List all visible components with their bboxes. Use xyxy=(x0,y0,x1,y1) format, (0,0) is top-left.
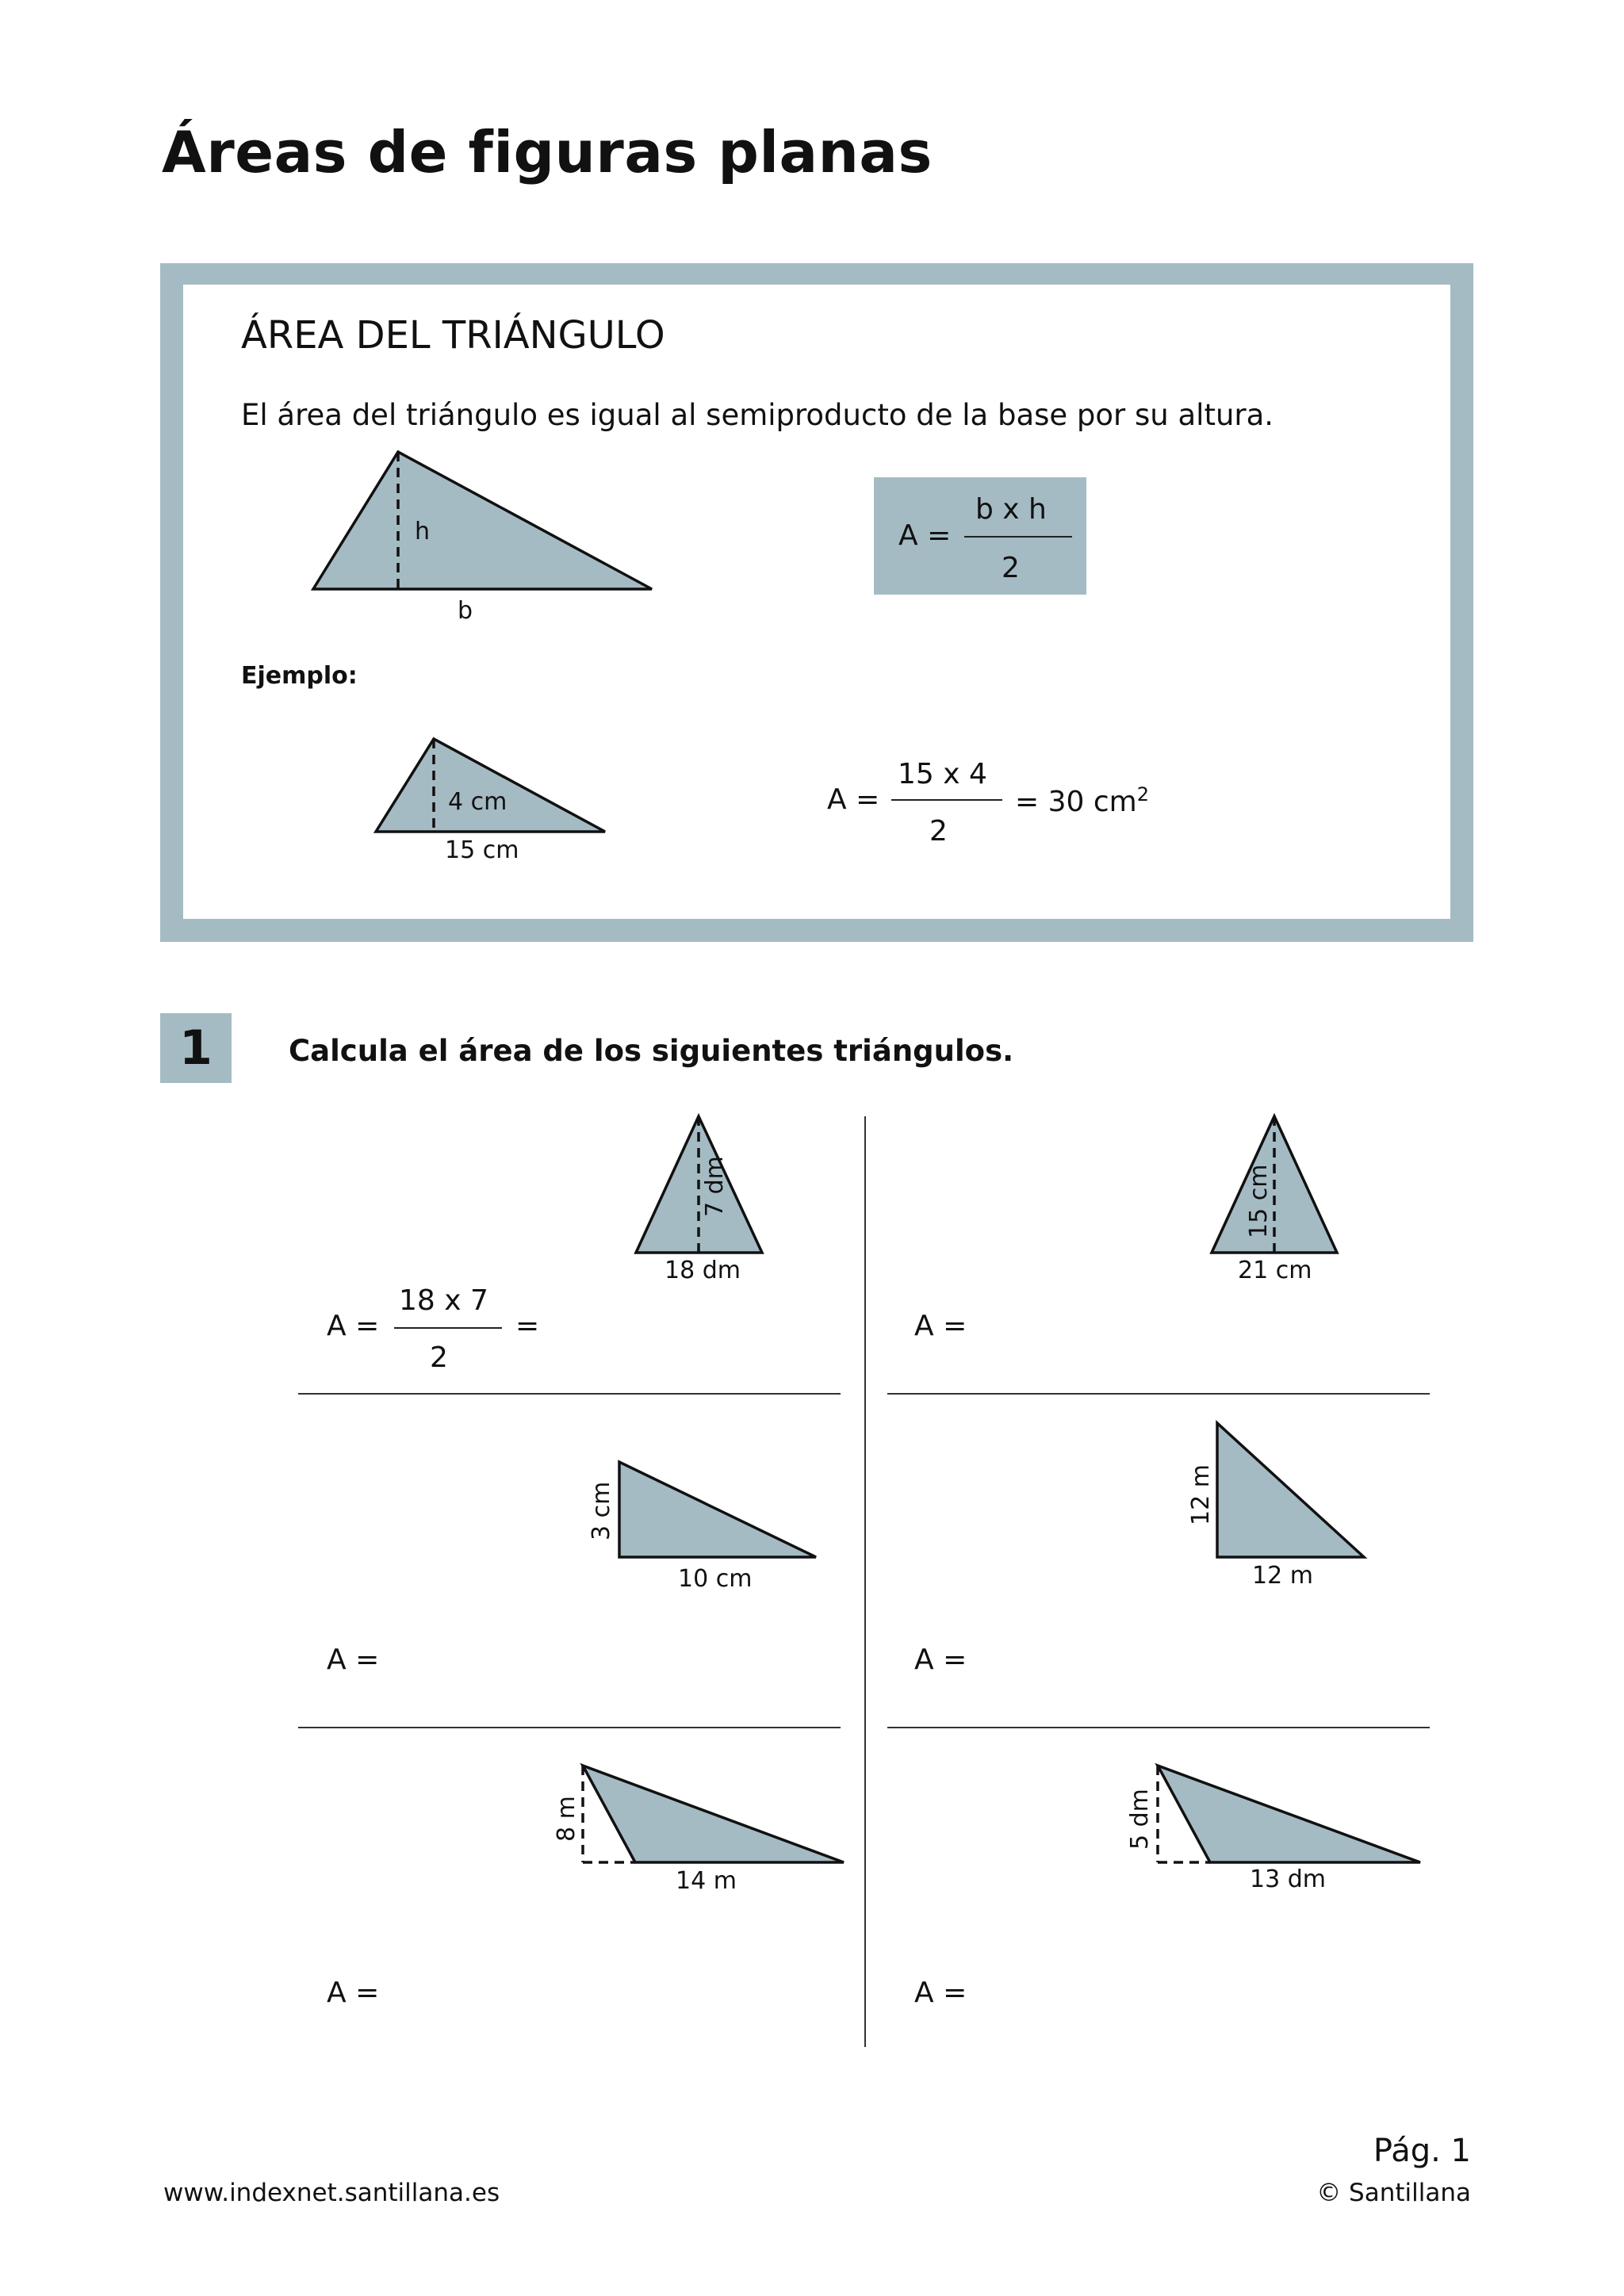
item-1-answer-label: A = xyxy=(327,1310,380,1342)
example-lhs: A = xyxy=(827,783,880,816)
item-1-base-label: 18 dm xyxy=(665,1257,741,1284)
example-base-label: 15 cm xyxy=(445,836,519,864)
item-6-answer-label: A = xyxy=(914,1976,967,2009)
theory-base-label: b xyxy=(458,597,473,625)
item-1-fraction-bar xyxy=(394,1327,502,1329)
footer-url: www.indexnet.santillana.es xyxy=(163,2179,500,2207)
item-3-base-label: 10 cm xyxy=(678,1565,753,1593)
item-4-height-label: 12 m xyxy=(1187,1464,1215,1525)
item-2-base-label: 21 cm xyxy=(1238,1257,1312,1284)
formula-numerator: b x h xyxy=(975,493,1047,526)
item-2-height-label: 15 cm xyxy=(1245,1164,1273,1238)
item-3-answer-label: A = xyxy=(327,1644,380,1676)
item-6-triangle xyxy=(1158,1766,1420,1862)
theory-heading: ÁREA DEL TRIÁNGULO xyxy=(241,313,665,358)
example-denominator: 2 xyxy=(929,815,948,848)
footer-copyright: © Santillana xyxy=(1316,2179,1471,2207)
example-triangle xyxy=(376,739,605,832)
item-6-base-label: 13 dm xyxy=(1250,1866,1326,1893)
page-number: Pág. 1 xyxy=(1373,2133,1471,2169)
example-height-label: 4 cm xyxy=(448,788,508,816)
item-3-height-label: 3 cm xyxy=(588,1481,615,1540)
item-5-answer-label: A = xyxy=(327,1976,380,2009)
item-2-answer-label: A = xyxy=(914,1310,967,1342)
item-5-base-label: 14 m xyxy=(676,1867,737,1895)
page-title: Áreas de figuras planas xyxy=(162,119,933,186)
item-4-base-label: 12 m xyxy=(1252,1562,1313,1590)
item-4-triangle xyxy=(1217,1423,1364,1557)
exercise-instruction: Calcula el área de los siguientes triángulos. xyxy=(289,1034,1014,1068)
example-numerator: 15 x 4 xyxy=(898,758,987,790)
item-1-equals: = xyxy=(515,1310,540,1342)
example-label: Ejemplo: xyxy=(241,662,358,690)
formula-lhs: A = xyxy=(898,519,952,552)
item-1-numerator: 18 x 7 xyxy=(399,1284,488,1317)
example-result-exponent: 2 xyxy=(1136,783,1150,806)
item-5-height-label: 8 m xyxy=(553,1796,580,1842)
item-5-triangle xyxy=(583,1766,844,1862)
item-3-triangle xyxy=(619,1462,816,1557)
theory-height-label: h xyxy=(415,518,431,545)
item-1-denominator: 2 xyxy=(430,1341,448,1374)
theory-triangle xyxy=(313,452,652,589)
formula-denominator: 2 xyxy=(1002,552,1020,584)
item-1-height-label: 7 dm xyxy=(701,1156,729,1217)
item-4-answer-label: A = xyxy=(914,1644,967,1676)
exercise-number: 1 xyxy=(160,1013,232,1083)
example-result-text: = 30 cm xyxy=(1015,786,1137,818)
theory-rule: El área del triángulo es igual al semiproducto de la base por su altura. xyxy=(241,398,1274,432)
item-6-height-label: 5 dm xyxy=(1126,1789,1154,1850)
